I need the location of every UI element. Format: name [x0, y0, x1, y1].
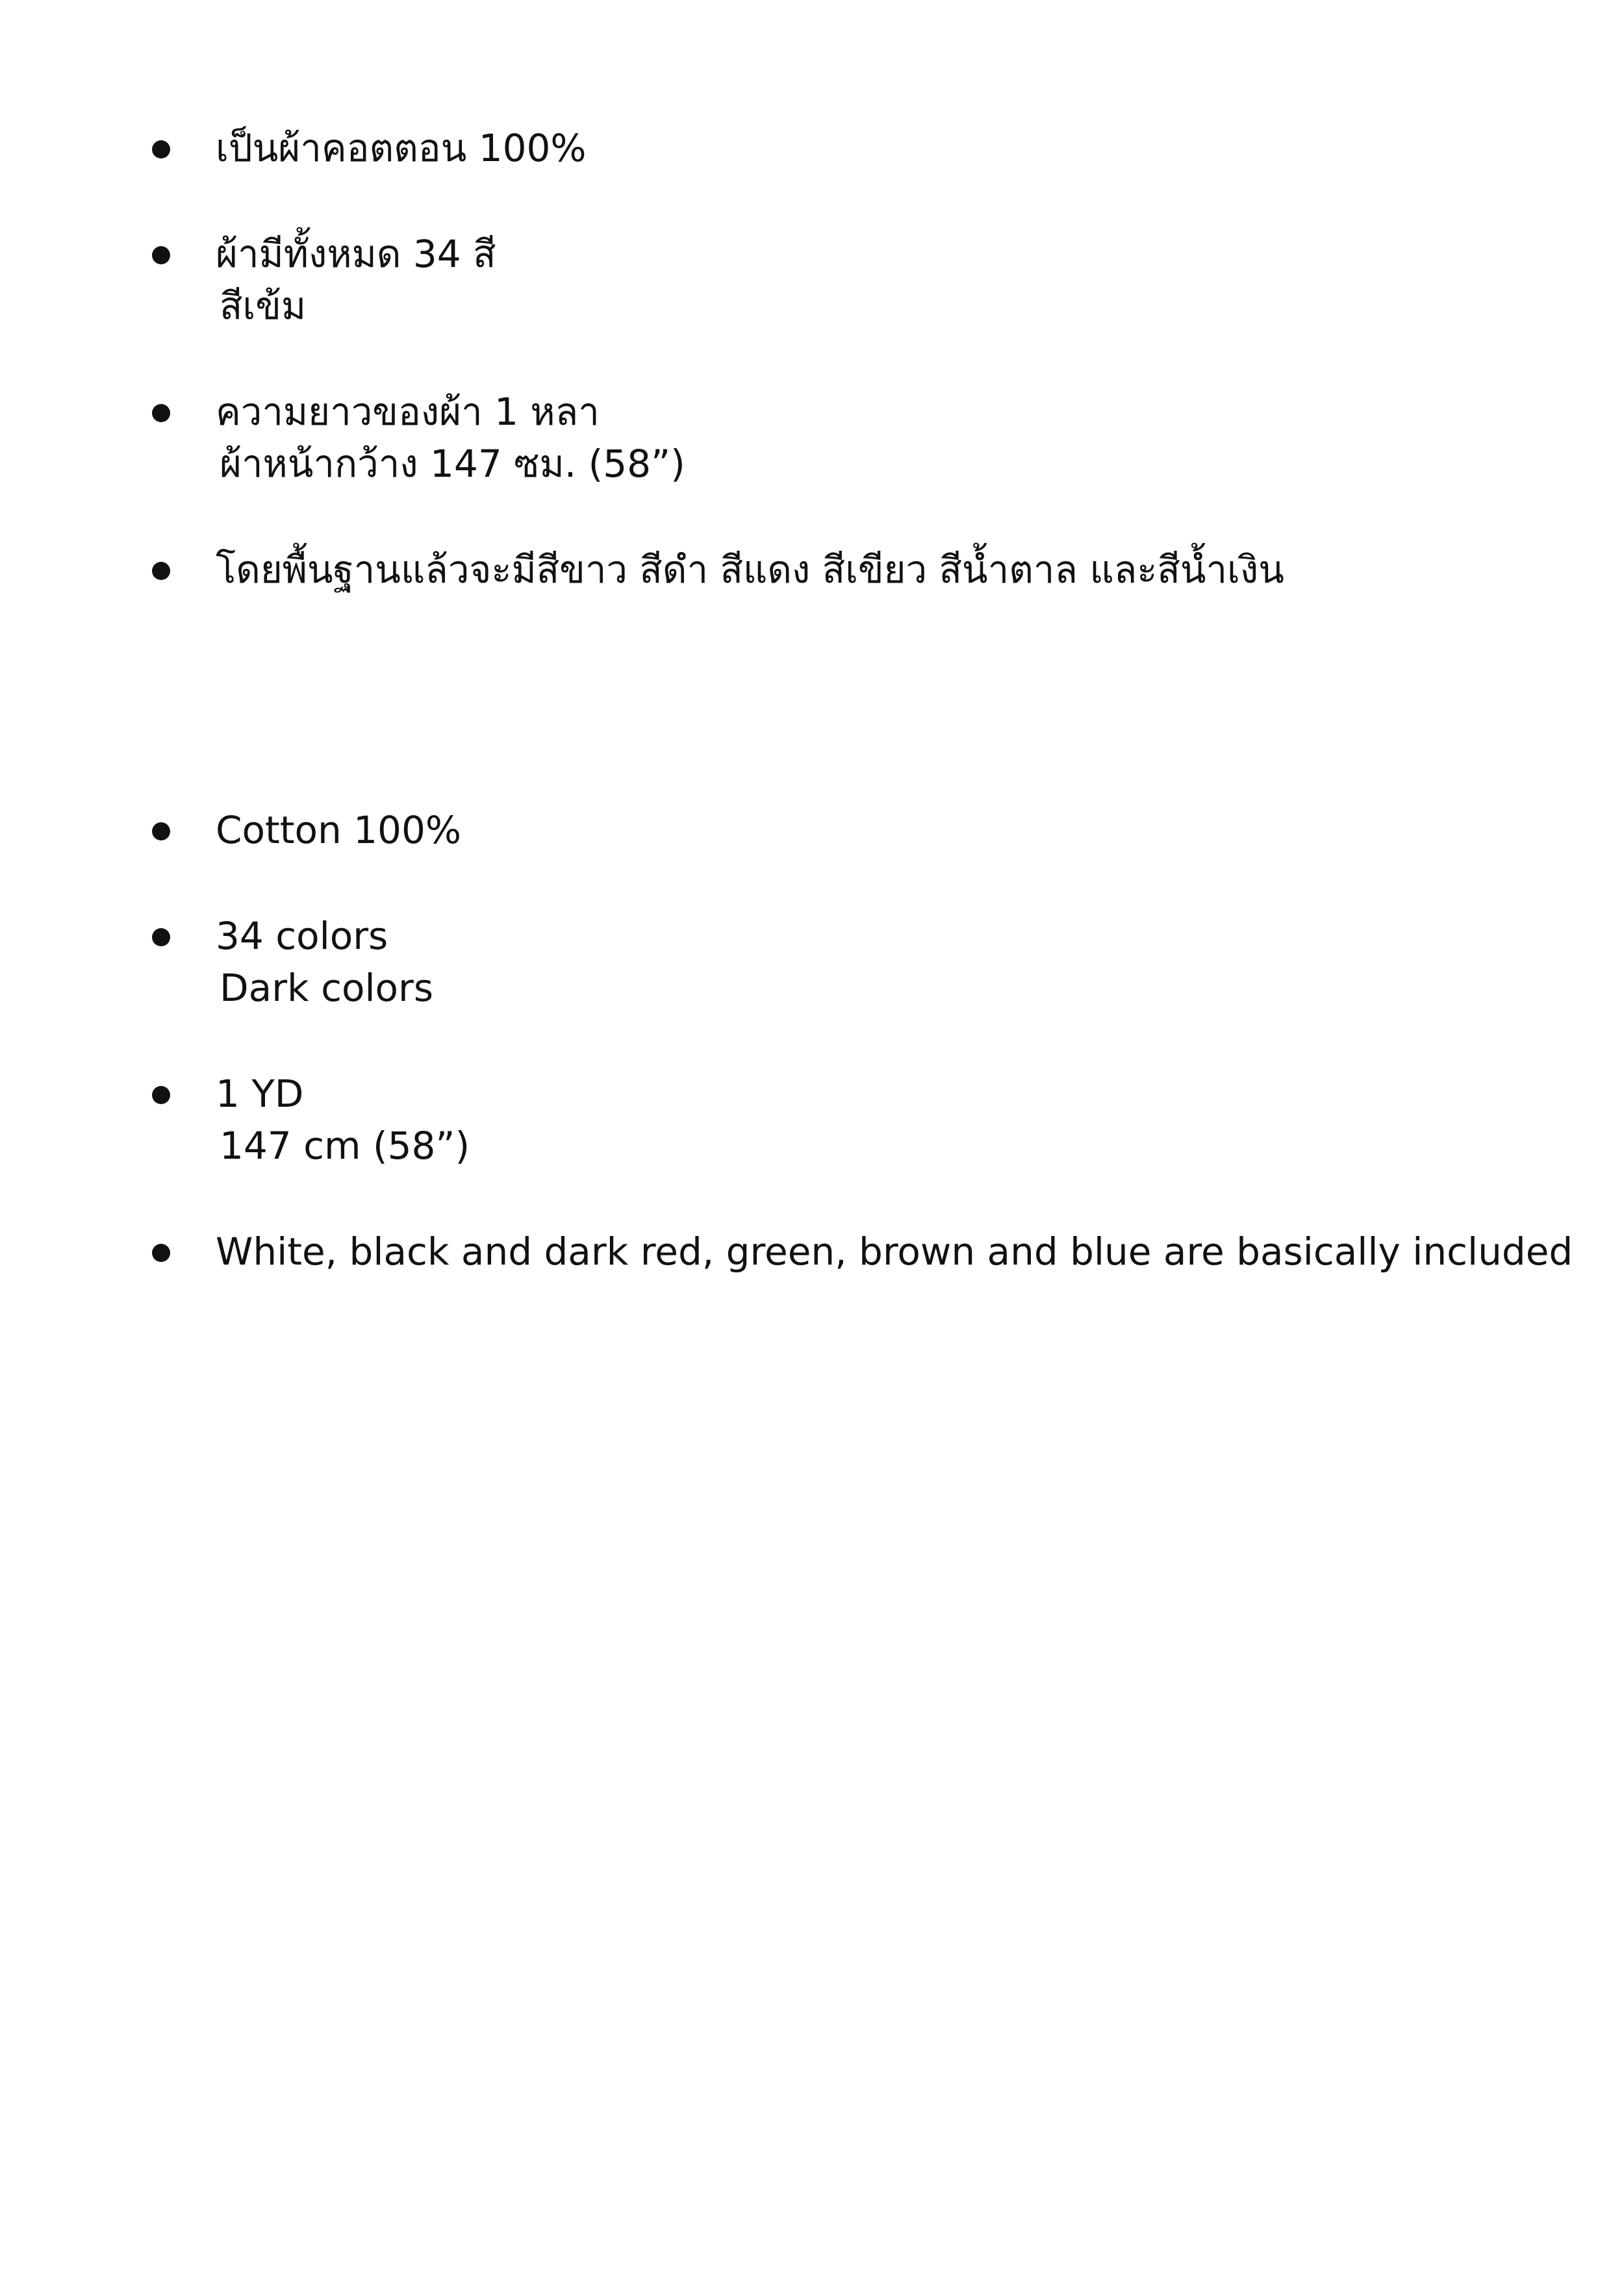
list-item [0, 544, 1624, 596]
bullet-icon [152, 404, 170, 422]
list-item-subtext: 147 cm (58”) [220, 1124, 470, 1168]
list-item-text: โดยพื้นฐานแล้วจะมีสีขาว สีดำ สีแดง สีเขียว สีน้ำตาล และสีน้ำเงิน [216, 548, 1284, 592]
list-item-text: 1 YD [216, 1072, 304, 1116]
list-item [0, 804, 1624, 856]
thai-bullet-list [0, 122, 1624, 596]
list-item-text: 34 colors [216, 914, 388, 958]
list-item-subtext: สีเข้ม [220, 284, 307, 328]
bullet-icon [152, 140, 170, 158]
list-item-subtext: ผ้าหน้ากว้าง 147 ซม. (58”) [220, 442, 685, 486]
list-item [0, 1226, 1624, 1278]
bullet-icon [152, 1086, 170, 1104]
list-item [0, 122, 1624, 174]
english-bullet-list [0, 804, 1624, 1278]
list-item-text: ผ้ามีทั้งหมด 34 สี [216, 232, 496, 276]
list-item-text: เป็นผ้าคอตตอน 100% [216, 126, 587, 170]
list-item-subtext: Dark colors [220, 966, 434, 1010]
list-item-text: ความยาวของผ้า 1 หลา [216, 390, 600, 434]
bullet-icon [152, 246, 170, 264]
bullet-icon [152, 1244, 170, 1262]
list-item [0, 1068, 1624, 1172]
bullet-icon [152, 822, 170, 840]
list-item-text: Cotton 100% [216, 808, 461, 852]
bullet-icon [152, 562, 170, 580]
bullet-icon [152, 928, 170, 946]
list-item [0, 910, 1624, 1014]
list-item-text: White, black and dark red, green, brown and blue are basically included [216, 1230, 1573, 1274]
list-item [0, 386, 1624, 490]
list-item [0, 228, 1624, 332]
